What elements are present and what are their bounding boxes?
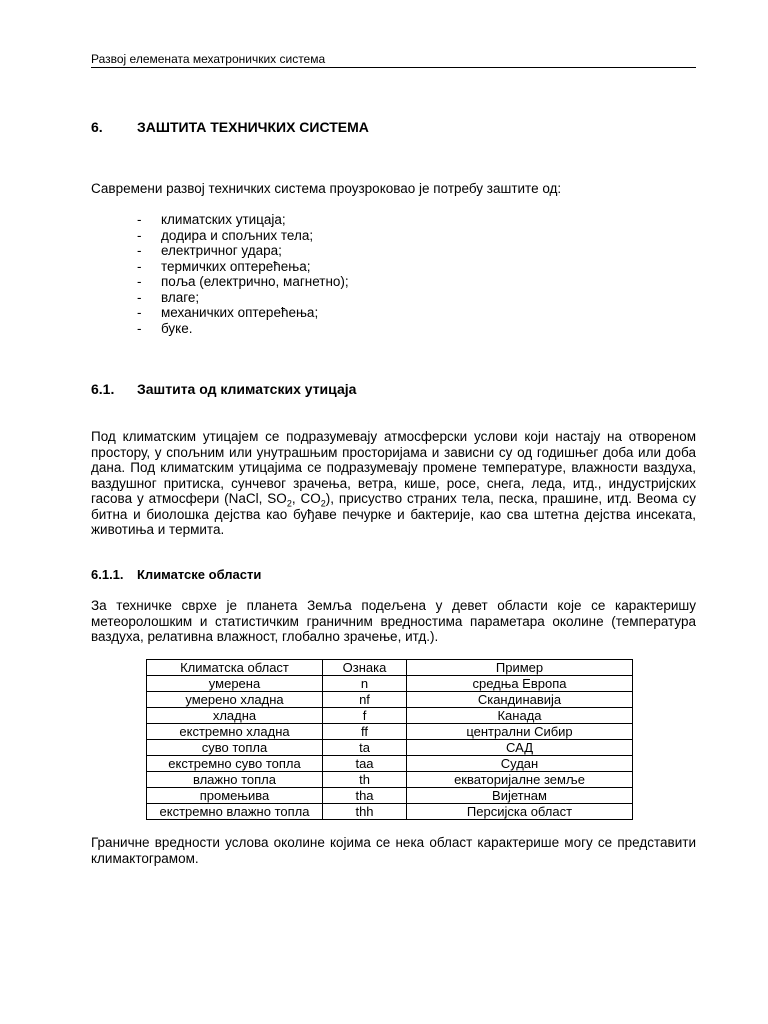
list-dash: - [137,274,142,289]
table-cell: САД [407,740,633,756]
list-item: - буке. [137,320,193,336]
section-6-heading [91,119,696,135]
table-row [147,772,633,788]
section-6-title: ЗАШТИТА ТЕХНИЧКИХ СИСТЕМА [137,119,369,135]
table-cell: taa [323,756,407,772]
protection-list [137,212,349,336]
table-cell: Судан [407,756,633,772]
list-item: - влаге; [137,289,200,305]
table-cell: th [323,772,407,788]
table-cell: умерена [147,676,323,692]
list-item: - електричног удара; [137,243,282,258]
list-dash: - [137,243,142,258]
table-row [147,740,633,756]
list-item: - термичких оптерећења; [137,258,311,274]
table-cell: умерено хладна [147,692,323,708]
table-cell: n [323,676,407,692]
column-header: Ознака [323,660,407,676]
closing-paragraph: Граничне вредности услова околине којима се нека област карактерише могу се представити климактограмом. [91,835,696,866]
section-6-intro: Савремени развој техничких система проузроковао је потребу заштите од: [91,181,562,196]
table-cell: f [323,708,407,724]
table-cell: хладна [147,708,323,724]
table-cell: tha [323,788,407,804]
table-cell: екваторијалне земље [407,772,633,788]
table-cell: Скандинавија [407,692,633,708]
column-header: Пример [407,660,633,676]
table-cell: централни Сибир [407,724,633,740]
climate-influence-paragraph: Под климатским утицајем се подразумевају атмосферски услови који настају на отвореном простору, у спољним или унутрашњим просторијама и зависни су од годишњег доба или доба дана. Под климатским утицајима се подразумевају промене температуре, влажности ваздуха, ваздушног притиска, сунчевог зрачења, ветра, кише, росе, снега, леда, итд., индустријских гасова у атмосфери (NaCl, $SO_2$, $CO_2$), присуство страних тела, песка, прашине, итд. Веома су битна и биолошка дејства као буђаве печурке и бактерије, као сва штетна дејства инсеката, животиња и термита. [91,429,697,537]
table-cell: суво топла [147,740,323,756]
list-dash: - [137,289,142,305]
table-cell: thh [323,804,407,820]
table-cell: ta [323,740,407,756]
table-row [147,692,633,708]
table-row [147,788,633,804]
table-cell: ff [323,724,407,740]
table-row [147,724,633,740]
list-dash: - [137,320,142,336]
section-6-1-number: 6.1. [91,381,115,397]
list-dash: - [137,258,142,274]
climate-regions-table [146,659,633,820]
climate-regions-paragraph: За техничке сврхе је планета Земља подељена у девет области које се карактеришу метеоролошким и статистичким граничним вредностима параметара околине (температура ваздуха, релативна влажност, глобално зрачење, итд.). [91,598,696,644]
table-header-row [147,660,633,676]
list-dash: - [137,212,142,227]
section-6-1-1-number: 6.1.1. [91,567,124,582]
table-row [147,676,633,692]
table-cell: средња Европа [407,676,633,692]
list-item: - механичких оптерећења; [137,305,319,320]
table-cell: Персијска област [407,804,633,820]
section-6-1-heading [91,381,696,397]
table-row [147,804,633,820]
section-6-1-1-title: Климатске области [137,567,262,582]
section-6-1-1-heading [91,567,696,583]
table-cell: влажно топла [147,772,323,788]
list-item: - поља (електрично, магнетно); [137,274,349,289]
column-header: Климатска област [147,660,323,676]
section-6-number: 6. [91,119,103,135]
table-cell: екстремно хладна [147,724,323,740]
table-row [147,756,633,772]
section-6-1-title: Заштита од климатских утицаја [137,381,357,397]
running-header: Развој елемената мехатроничких система [91,52,696,68]
list-dash: - [137,227,142,243]
list-item: - климатских утицаја; [137,212,286,227]
table-cell: nf [323,692,407,708]
list-dash: - [137,305,142,320]
table-cell: Вијетнам [407,788,633,804]
table-cell: екстремно суво топла [147,756,323,772]
table-cell: Канада [407,708,633,724]
list-item: - додира и спољних тела; [137,227,314,243]
table-cell: промењива [147,788,323,804]
table-row [147,708,633,724]
table-cell: екстремно влажно топла [147,804,323,820]
